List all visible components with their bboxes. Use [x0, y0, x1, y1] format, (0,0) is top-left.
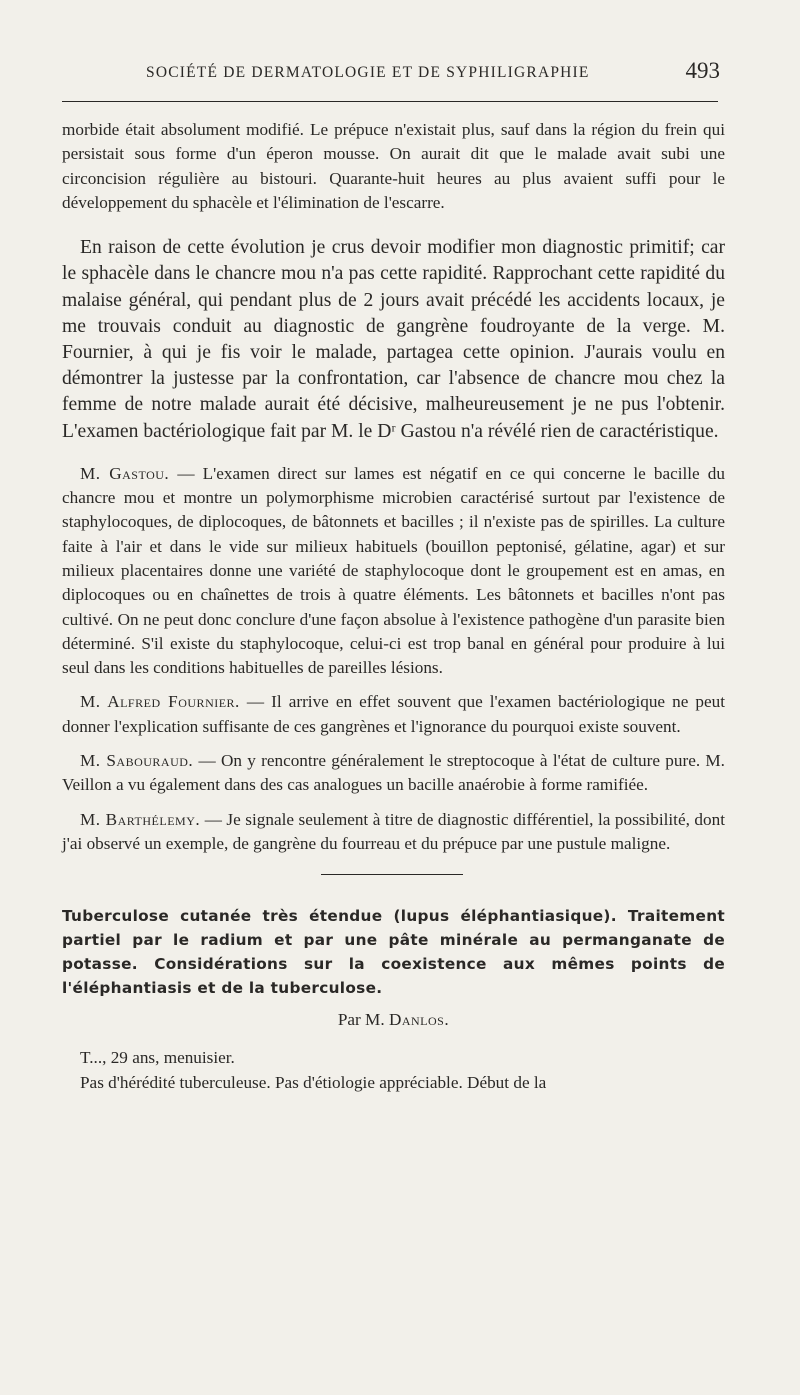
speaker-name: M. Sabouraud.: [80, 751, 194, 771]
discussion-gastou: [62, 462, 725, 681]
page-header: [62, 58, 722, 92]
running-title: SOCIÉTÉ DE DERMATOLOGIE ET DE SYPHILIGRAPHIE: [146, 64, 590, 81]
speaker-text: — Il arrive en effet souvent que l'examen bactériologique ne peut donner l'explication suffisante de ces gangrènes et l'ignorance du pourquoi existe souvent.: [62, 692, 725, 736]
byline-prefix: Par M.: [337, 1010, 389, 1030]
speaker-text: — Je signale seulement à titre de diagnostic différentiel, la possibilité, dont j'ai observé un exemple, de gangrène du fourreau et du prépuce par une pustule maligne.: [62, 809, 725, 853]
speaker-name: M. Alfred Fournier.: [80, 692, 240, 712]
case-line-1: T..., 29 ans, menuisier.: [80, 1048, 235, 1068]
speaker-name: M. Gastou.: [80, 463, 170, 483]
discussion-fournier: [62, 690, 725, 739]
byline-author: Danlos.: [388, 1010, 450, 1030]
case-line-2: Pas d'hérédité tuberculeuse. Pas d'étiologie appréciable. Début de la: [80, 1072, 547, 1092]
section-divider: [321, 874, 463, 875]
discussion-barthelemy: [62, 808, 725, 857]
article-byline: [62, 1008, 725, 1032]
discussion-sabouraud: [62, 749, 725, 798]
paragraph-diagnosis: En raison de cette évolution je crus devoir modifier mon diagnostic primitif; car le sphacèle dans le chancre mou n'a pas cette rapidité. Rapprochant cette rapidité du malaise général, qui pendant plus de 2 jours avait précédé les accidents locaux, je me trouvais conduit au diagnostic de gangrène foudroyante de la verge. M. Fournier, à qui je fis voir le malade, partagea cette opinion. J'aurais voulu en démontrer la justesse par la confrontation, car l'absence de chancre mou chez la femme de notre malade aurait été décisive, malheureusement je ne pus l'obtenir. L'examen bactériologique fait par M. le Dʳ Gastou n'a révélé rien de caractéristique.: [62, 237, 725, 442]
speaker-name: M. Barthélemy.: [80, 809, 201, 829]
speaker-text: — L'examen direct sur lames est négatif en ce qui concerne le bacille du chancre mou et montre un polymorphisme microbien caractérisé surtout par l'existence de staphylocoques, de diplocoques, de bâtonnets et bacilles ; il n'existe pas de spirilles. La culture faite à l'air et dans le vide sur milieux habituels (bouillon peptonisé, gélatine, agar) et sur milieux placentaires donne une variété de staphylocoque dont le groupement est en amas, en diplocoques ou en chaînettes de trois à quatre éléments. Les bâtonnets et bacilles n'ont pas cultivé. On ne peut donc conclure d'une façon absolue à l'existence pathogène d'un parasite bien déterminé. S'il existe du staphylocoque, celui-ci est trop banal en général pour produire à lui seul dans les conditions habituelles de pareilles lésions.: [62, 463, 725, 678]
header-rule: [62, 101, 718, 102]
article-title: Tuberculose cutanée très étendue (lupus éléphantiasique). Traitement partiel par le radium et par une pâte minérale au permanganate de potasse. Considérations sur la coexistence aux mêmes points de l'éléphantiasis et de la tuberculose.: [62, 907, 725, 997]
page-number: 493: [685, 58, 720, 83]
page-body: [62, 118, 725, 1095]
speaker-text: — On y rencontre généralement le streptocoque à l'état de culture pure. M. Veillon a vu également dans des cas analogues un bacille anaérobie à forme ramifiée.: [62, 751, 725, 795]
paragraph-continued: morbide était absolument modifié. Le prépuce n'existait plus, sauf dans la région du frein qui persistait sous forme d'un éperon mousse. On aurait dit que le malade avait subi une circoncision régulière au bistouri. Quarante-huit heures au plus avaient suffi pour le développement du sphacèle et l'élimination de l'escarre.: [62, 120, 725, 212]
